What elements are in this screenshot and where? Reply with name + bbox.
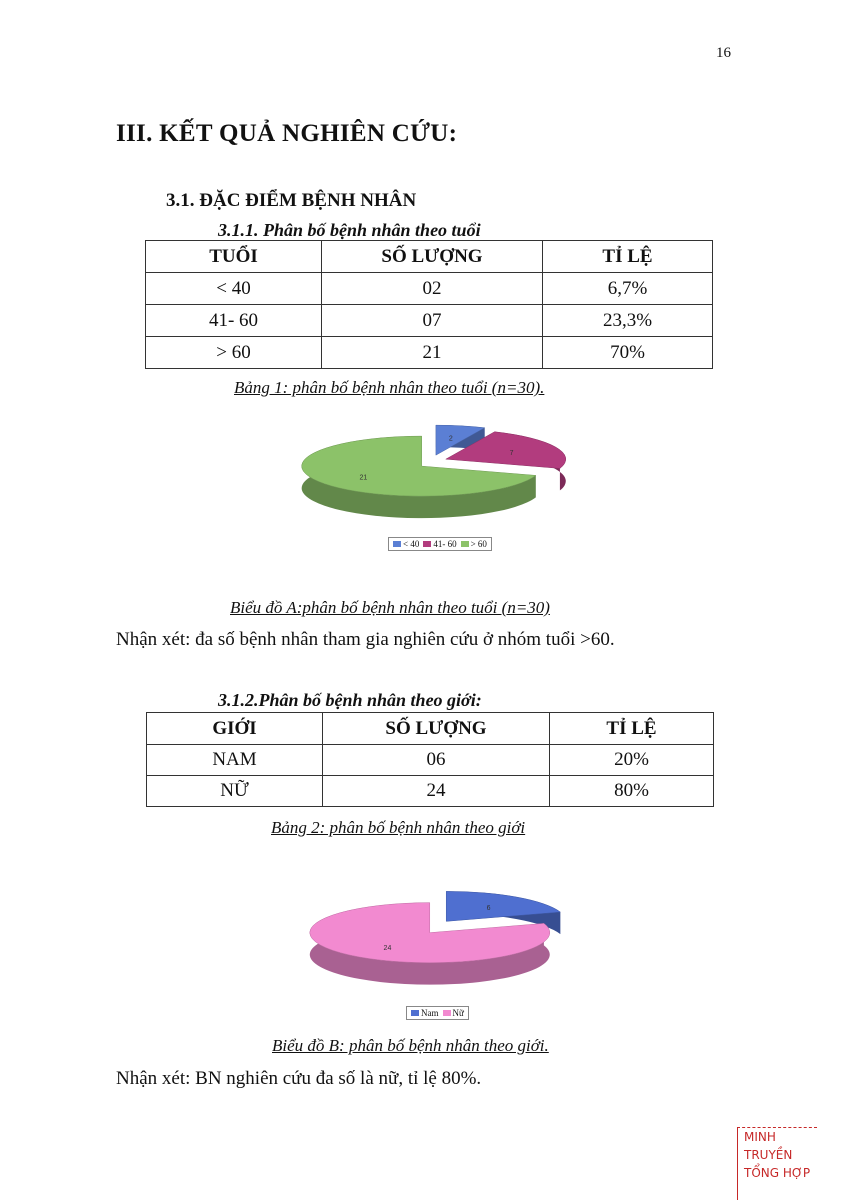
table-cell: 70% (543, 337, 713, 369)
table-header-cell: SỐ LƯỢNG (322, 241, 543, 273)
age-chart-legend (388, 537, 492, 551)
legend-item (423, 539, 456, 549)
gender-remark: Nhận xét: BN nghiên cứu đa số là nữ, tỉ lệ 80%. (116, 1068, 482, 1089)
age-pie-chart (295, 420, 595, 530)
pie-data-label: 21 (359, 474, 368, 482)
table-cell: > 60 (146, 337, 322, 369)
table-row (146, 273, 713, 305)
age-table (145, 240, 713, 369)
table-row (146, 337, 713, 369)
legend-label: Nữ (452, 1008, 464, 1018)
table-cell: 24 (323, 776, 550, 807)
table-header-cell: TỈ LỆ (550, 713, 714, 745)
legend-item (443, 1008, 464, 1018)
table-row (147, 776, 714, 807)
stamp-line: TRUYỀN (744, 1148, 793, 1162)
red-stamp (737, 1127, 817, 1200)
gender-table (146, 712, 714, 807)
legend-item (461, 539, 487, 549)
pie-data-label: 7 (509, 449, 514, 457)
legend-label: < 40 (403, 539, 420, 549)
gender-table-caption: Bảng 2: phân bố bệnh nhân theo giới (271, 818, 526, 837)
table-cell: 41- 60 (146, 305, 322, 337)
table-cell: 20% (550, 745, 714, 776)
legend-item (411, 1008, 439, 1018)
gender-heading: 3.1.2.Phân bố bệnh nhân theo giới: (218, 690, 482, 710)
table-header-row (147, 713, 714, 745)
table-row (146, 305, 713, 337)
legend-label: > 60 (470, 539, 487, 549)
section-title: III. KẾT QUẢ NGHIÊN CỨU: (116, 120, 458, 147)
table-cell: 6,7% (543, 273, 713, 305)
age-chart-caption: Biểu đồ A:phân bố bệnh nhân theo tuổi (n=30) (230, 598, 550, 617)
stamp-line: MINH (744, 1130, 776, 1144)
table-cell: 21 (322, 337, 543, 369)
gender-chart-legend (406, 1006, 469, 1020)
legend-label: Nam (421, 1008, 439, 1018)
gender-chart-caption: Biểu đồ B: phân bố bệnh nhân theo giới. (272, 1036, 549, 1055)
table-cell: 07 (322, 305, 543, 337)
table-row (147, 745, 714, 776)
legend-item (393, 539, 419, 549)
pie-data-label: 6 (486, 904, 491, 912)
legend-swatch (461, 541, 469, 547)
table-cell: 23,3% (543, 305, 713, 337)
pie-data-label: 24 (383, 945, 392, 953)
age-remark: Nhận xét: đa số bệnh nhân tham gia nghiên cứu ở nhóm tuổi >60. (116, 629, 615, 650)
table-cell: 80% (550, 776, 714, 807)
gender-pie-chart (300, 885, 600, 995)
stamp-line: TỔNG HỢP (744, 1166, 811, 1180)
age-heading: 3.1.1. Phân bố bệnh nhân theo tuổi (218, 220, 481, 240)
table-cell: 06 (323, 745, 550, 776)
legend-label: 41- 60 (433, 539, 457, 549)
legend-swatch (443, 1010, 451, 1016)
legend-swatch (423, 541, 431, 547)
table-header-cell: GIỚI (147, 713, 323, 745)
table-cell: 02 (322, 273, 543, 305)
page-number: 16 (716, 45, 731, 61)
legend-swatch (393, 541, 401, 547)
table-header-cell: SỐ LƯỢNG (323, 713, 550, 745)
table-cell: NAM (147, 745, 323, 776)
table-cell: < 40 (146, 273, 322, 305)
table-header-row (146, 241, 713, 273)
age-table-caption: Bảng 1: phân bố bệnh nhân theo tuổi (n=30). (234, 378, 545, 397)
table-header-cell: TUỔI (146, 241, 322, 273)
subsection-title: 3.1. ĐẶC ĐIỂM BỆNH NHÂN (166, 190, 417, 211)
table-header-cell: TỈ LỆ (543, 241, 713, 273)
legend-swatch (411, 1010, 419, 1016)
pie-data-label: 2 (448, 435, 453, 443)
table-cell: NỮ (147, 776, 323, 807)
